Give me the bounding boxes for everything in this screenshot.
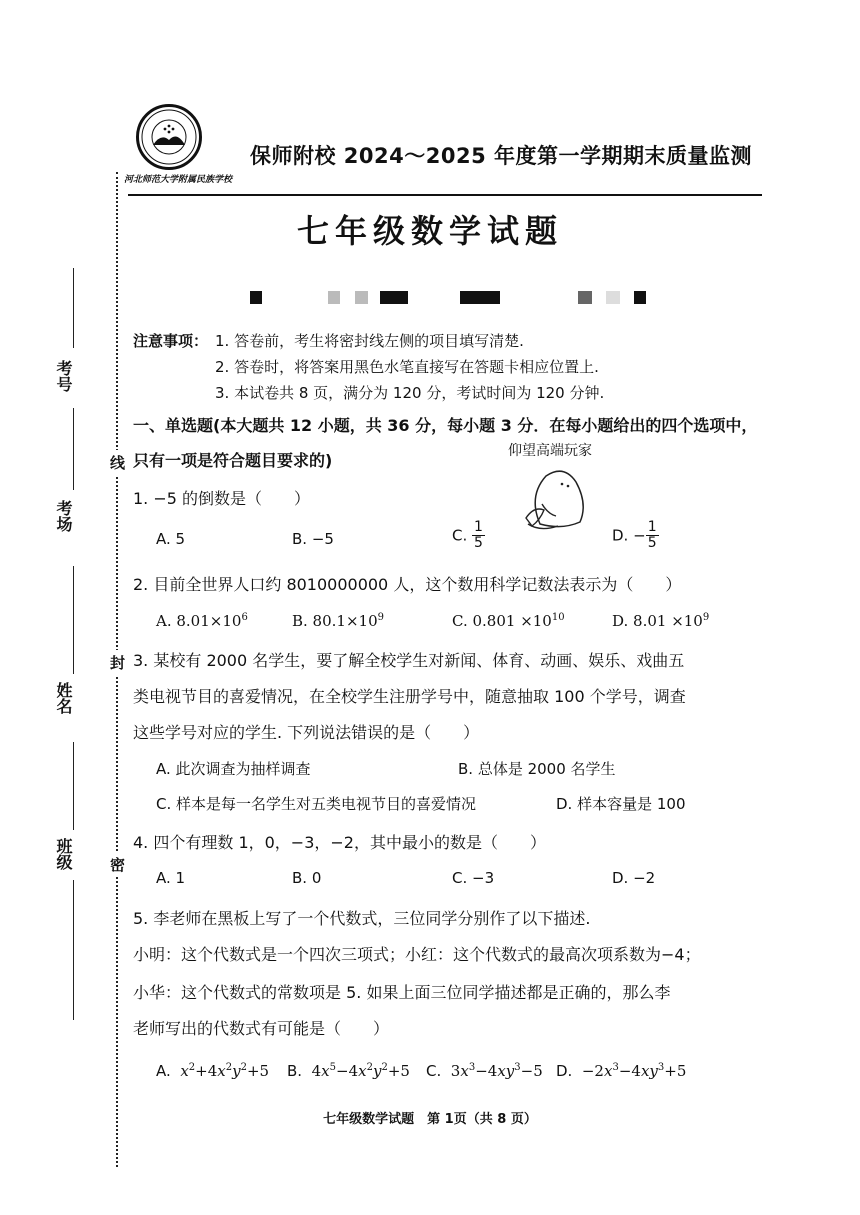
logo-caption: 河北师范大学附属民族学校 (124, 175, 233, 185)
page-footer: 七年级数学试题 第 1页（共 8 页） (323, 1112, 537, 1127)
notice-label: 注意事项： (133, 332, 209, 350)
cartoon-character-icon (518, 466, 590, 536)
q1-option-d: D. − $\frac{1}{5}$ (612, 519, 657, 552)
school-logo (136, 104, 202, 170)
notice-item-2: 2. 答卷时，将答案用黑色水笔直接写在答题卡相应位置上. (215, 358, 599, 376)
q3-line3: 这些学号对应的学生. 下列说法错误的是（ ） (133, 723, 480, 742)
header-rule (128, 194, 762, 196)
redaction-block (328, 291, 340, 304)
q3-line1: 3. 某校有 2000 名学生，要了解全校学生对新闻、体育、动画、娱乐、戏曲五 (133, 651, 685, 670)
school-title: 保师附校 2024～2025 年度第一学期期末质量监测 (250, 144, 753, 168)
q1-option-d-fraction: $\frac{1}{5}$ (647, 519, 657, 552)
section-heading-line2: 只有一项是符合题目要求的) (133, 451, 333, 470)
q4-option-b: B. 0 (292, 869, 322, 887)
q2-option-d: D. $8.01 \times 10^9$ (612, 612, 710, 630)
q4-option-d: D. −2 (612, 869, 656, 887)
redaction-block (355, 291, 368, 304)
redaction-block (380, 291, 408, 304)
q1-stem: 1. −5 的倒数是（ ） (133, 489, 311, 508)
q4-stem: 4. 四个有理数 1，0，−3，−2，其中最小的数是（ ） (133, 833, 546, 852)
q5-option-b: B. $4x^5-4x^2y^2+5$ (287, 1062, 410, 1080)
q3-line2: 类电视节目的喜爱情况，在全校学生注册学号中，随意抽取 100 个学号，调查 (133, 687, 686, 706)
q3-option-a: A. 此次调查为抽样调查 (156, 760, 311, 778)
redaction-block (634, 291, 646, 304)
q2-stem: 2. 目前全世界人口约 8010000000 人，这个数用科学记数法表示为（ ） (133, 575, 682, 594)
notice-item-3: 3. 本试卷共 8 页，满分为 120 分，考试时间为 120 分钟. (215, 384, 605, 402)
q2-option-a: A. $8.01\times 10^6$ (156, 612, 248, 630)
q5-line4: 老师写出的代数式有可能是（ ） (133, 1019, 390, 1038)
q5-option-a: A. $x^2+4x^2y^2+5$ (156, 1062, 270, 1080)
q4-option-c: C. −3 (452, 869, 495, 887)
q5-option-d: D. $-2x^3-4xy^3+5$ (556, 1062, 687, 1080)
seal-word-secret: 密 (110, 852, 125, 877)
field-exam-room-label: 考场 (54, 500, 73, 532)
field-class-label: 班级 (54, 838, 73, 870)
redaction-block (460, 291, 500, 304)
field-class-line[interactable] (73, 742, 74, 830)
q1-option-b: B. −5 (292, 530, 334, 548)
field-extra-line (73, 880, 74, 1020)
watermark-text: 仰望高端玩家 (508, 443, 592, 459)
field-exam-number-label: 考号 (54, 360, 73, 392)
q2-option-b: B. $80.1\times 10^9$ (292, 612, 384, 630)
field-exam-room-line[interactable] (73, 408, 74, 490)
redaction-block (250, 291, 262, 304)
q5-line1: 5. 李老师在黑板上写了一个代数式，三位同学分别作了以下描述. (133, 909, 591, 928)
q5-line2: 小明：这个代数式是一个四次三项式；小红：这个代数式的最高次项系数为−4； (133, 945, 701, 964)
q3-option-b: B. 总体是 2000 名学生 (458, 760, 616, 778)
seal-word-seal: 封 (110, 650, 125, 675)
seal-word-line: 线 (110, 450, 125, 475)
q3-option-c: C. 样本是每一名学生对五类电视节目的喜爱情况 (156, 795, 477, 813)
q1-option-c: C. $\frac{1}{5}$ (452, 519, 483, 552)
q3-option-d: D. 样本容量是 100 (556, 795, 686, 813)
notice-item-1: 1. 答卷前，考生将密封线左侧的项目填写清楚. (215, 332, 524, 350)
section-heading-line1: 一、单选题(本大题共 12 小题，共 36 分，每小题 3 分．在每小题给出的四个选项中， (133, 416, 758, 435)
redaction-block (606, 291, 620, 304)
redaction-block (578, 291, 592, 304)
q5-line3: 小华：这个代数式的常数项是 5. 如果上面三位同学描述都是正确的，那么李 (133, 983, 671, 1002)
q1-option-c-fraction: $\frac{1}{5}$ (474, 519, 483, 552)
q1-option-a: A. 5 (156, 530, 186, 548)
field-exam-number-line[interactable] (73, 268, 74, 348)
q4-option-a: A. 1 (156, 869, 186, 887)
exam-title: 七年级数学试题 (296, 212, 563, 250)
field-name-label: 姓名 (54, 682, 73, 714)
q5-option-c: C. $3x^3-4xy^3-5$ (426, 1062, 543, 1080)
q2-option-c: C. $0.801 \times 10^{10}$ (452, 612, 565, 630)
field-name-line[interactable] (73, 566, 74, 674)
